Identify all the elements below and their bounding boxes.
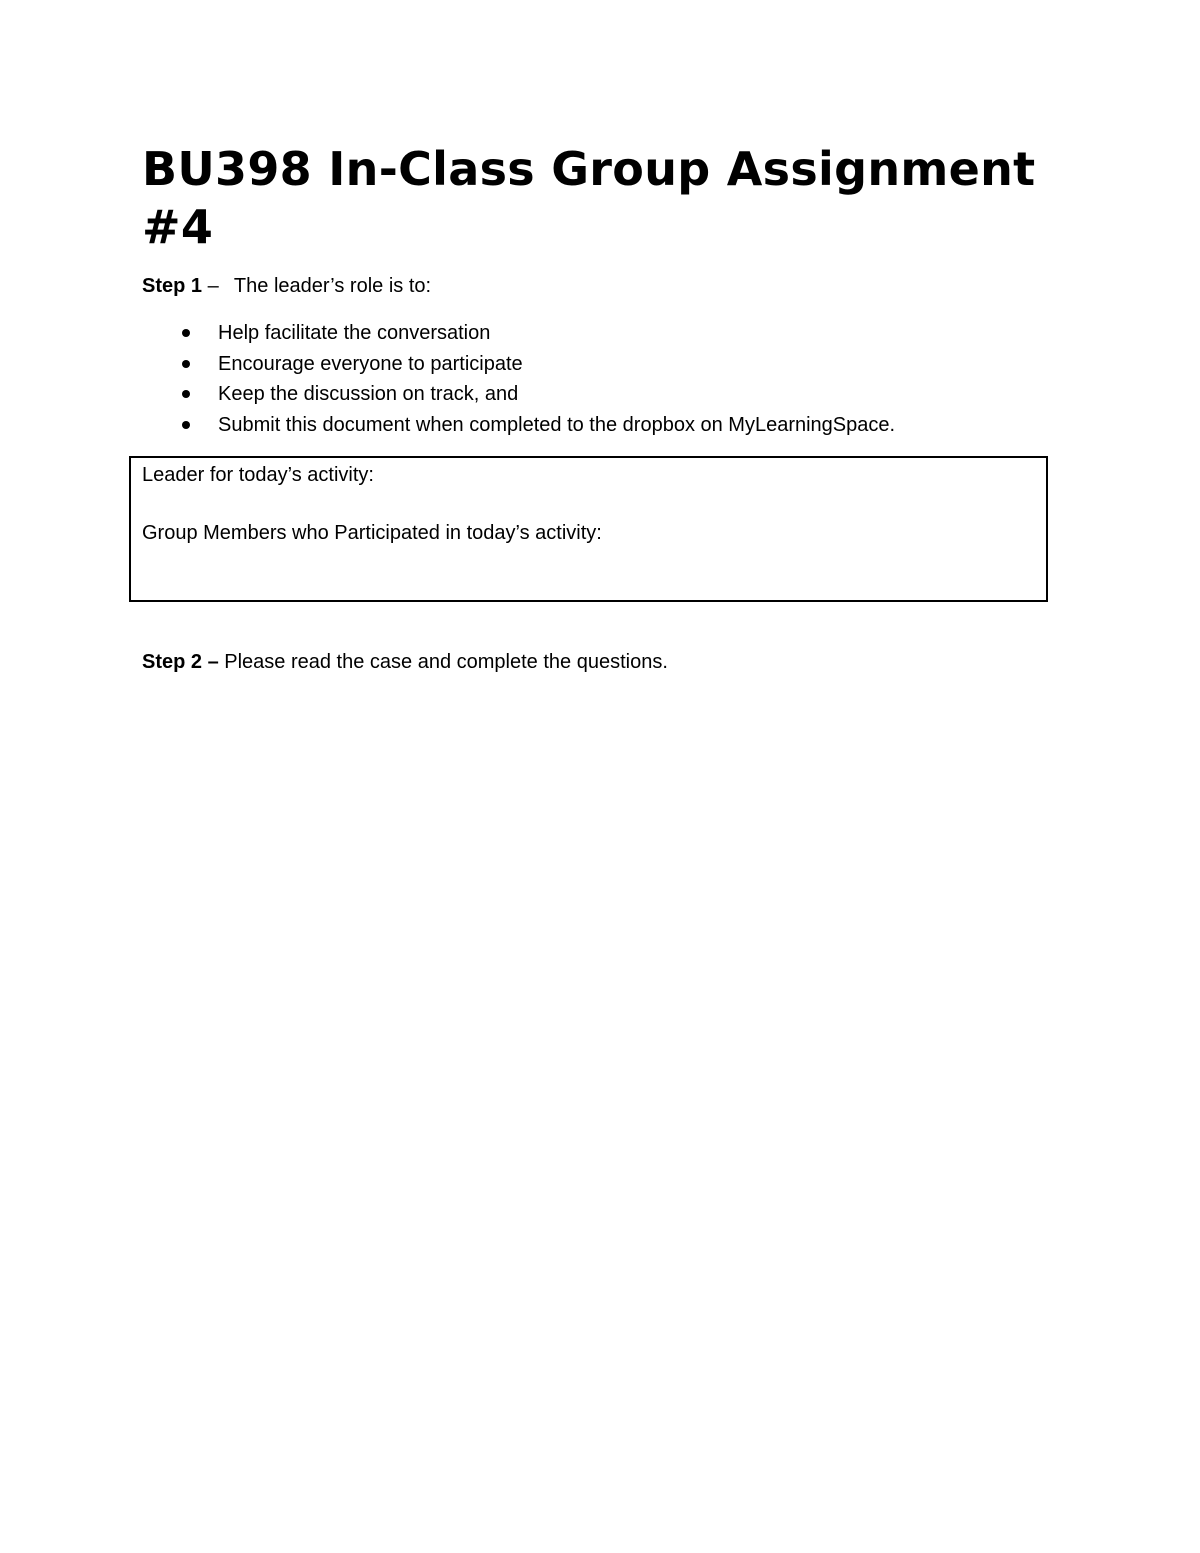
bullet-icon <box>182 421 190 429</box>
list-item <box>142 350 895 381</box>
participants-box <box>129 456 1048 602</box>
list-item-text: Help facilitate the conversation <box>218 322 491 344</box>
list-item-text: Encourage everyone to participate <box>218 352 523 375</box>
step-1 <box>142 273 431 299</box>
document-title: BU398 In-Class Group Assignment #4 <box>142 142 1036 254</box>
step-1-label: Step 1 <box>142 275 203 297</box>
step-2 <box>142 649 668 675</box>
list-item <box>142 319 895 350</box>
bullet-icon <box>182 329 190 337</box>
leader-label: Leader for today’s activity: <box>142 464 374 486</box>
step-2-text: Please read the case and complete the questions. <box>218 651 668 673</box>
step-1-text: The leader’s role is to: <box>233 275 432 297</box>
list-item-text: Submit this document when completed to the dropbox on MyLearningSpace. <box>218 413 896 436</box>
bullet-icon <box>182 360 190 368</box>
bullet-icon <box>182 390 190 398</box>
step-1-separator: – <box>202 275 219 297</box>
list-item <box>142 411 895 442</box>
list-item <box>142 380 895 411</box>
step-2-label: Step 2 – <box>142 651 219 673</box>
list-item-text: Keep the discussion on track, and <box>218 383 519 405</box>
leader-role-list <box>142 319 895 441</box>
group-members-label: Group Members who Participated in today’s activity: <box>142 522 602 544</box>
